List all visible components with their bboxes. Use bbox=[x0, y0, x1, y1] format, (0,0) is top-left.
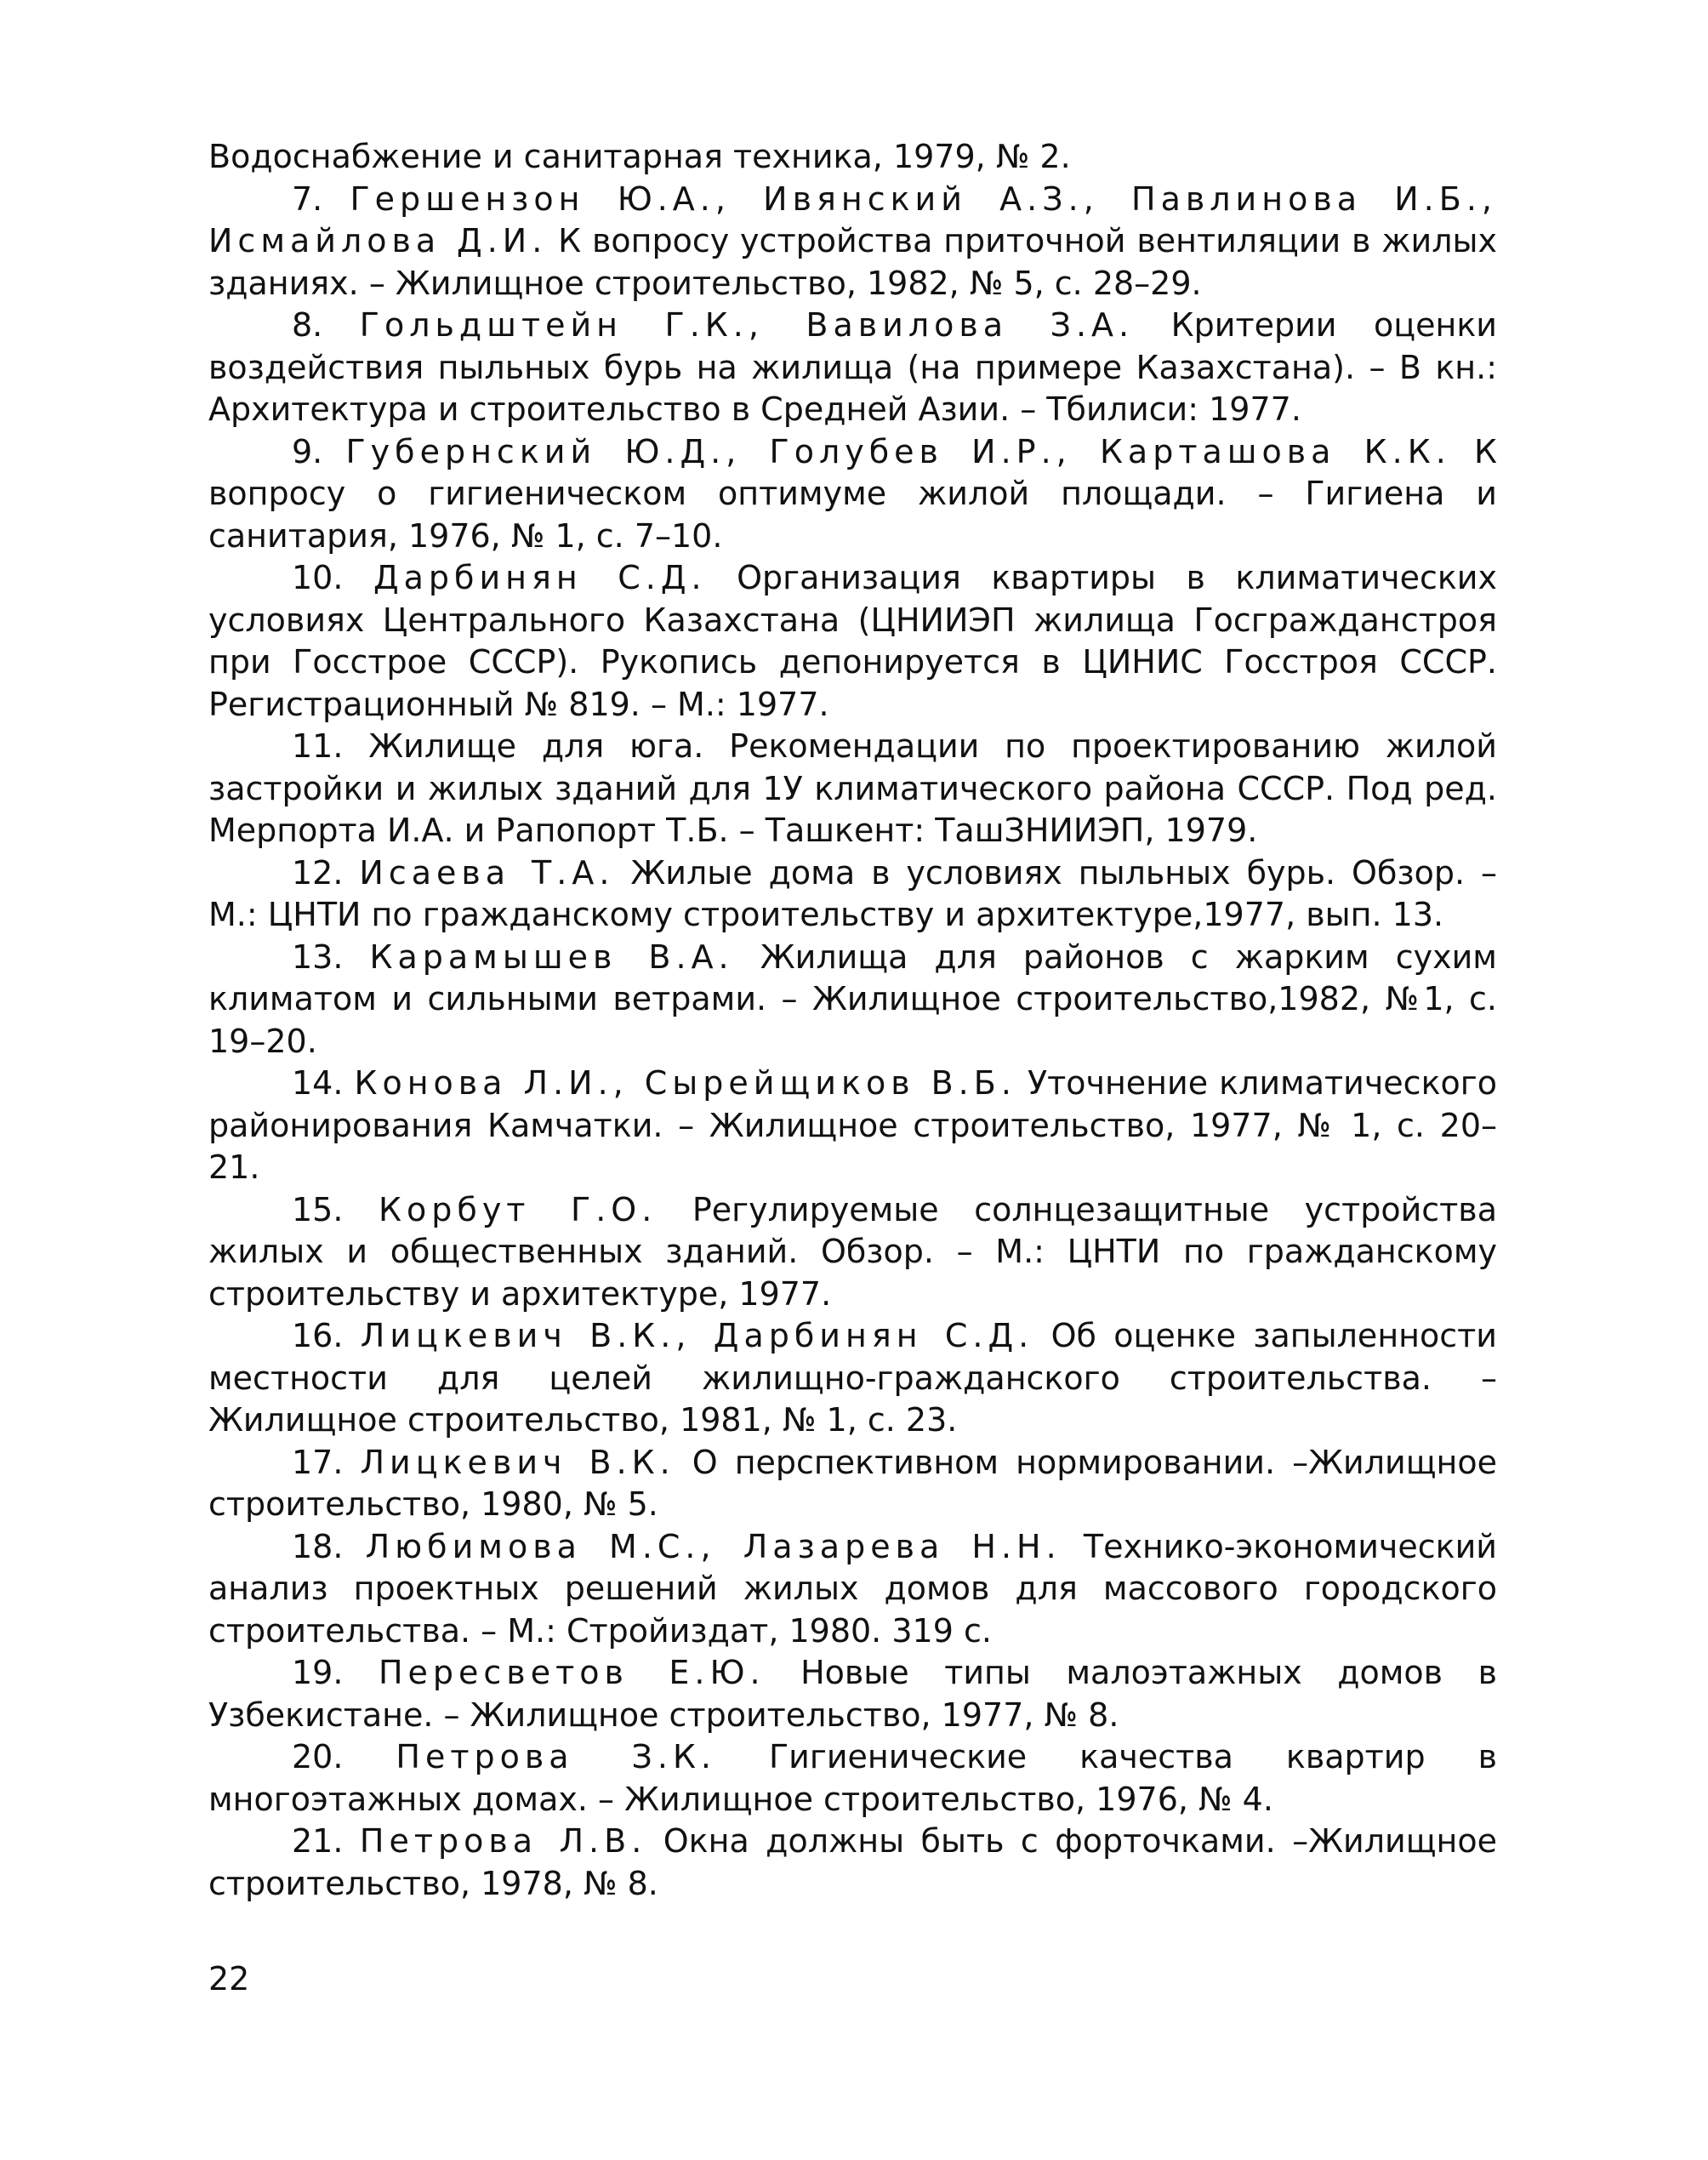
reference-item bbox=[208, 1189, 1497, 1316]
reference-text: Регулируемые солнцезащитные устройства жилых и общественных зданий. Обзор. – М.: ЦНТИ по гражданскому строительству и архитектуре, 1977. bbox=[208, 1190, 1497, 1313]
reference-text: Организация квартиры в климатических условиях Центрального Казахстана (ЦНИИЭП жилища Госгражданстроя при Госстрое СССР). Рукопись депонируется в ЦИНИС Госстроя СССР. Регистрационный № 819. – М.: 1977. bbox=[208, 559, 1497, 723]
reference-author: Конова Л.И., Сырейщиков В.Б. bbox=[354, 1064, 1016, 1102]
reference-text: Гигиенические качества квартир в многоэтажных домах. – Жилищное строительство, 1976, № 4. bbox=[208, 1738, 1497, 1818]
reference-item bbox=[208, 305, 1497, 431]
reference-number: 9. bbox=[292, 432, 323, 470]
reference-author: Петрова З.К. bbox=[396, 1738, 717, 1775]
reference-list-page bbox=[208, 136, 1497, 1905]
reference-number: 20. bbox=[292, 1738, 344, 1775]
page-number: 22 bbox=[208, 1960, 250, 1998]
reference-text: Критерии оценки воздействия пыльных бурь на жилища (на примере Казахстана). – В кн.: Архитектура и строительство в Средней Азии. – Тбилиси: 1977. bbox=[208, 306, 1497, 428]
reference-number: 16. bbox=[292, 1317, 344, 1354]
reference-number: 18. bbox=[292, 1527, 344, 1565]
reference-author: Гершензон Ю.А., Ивянский А.З., Павлинова И.Б., Исмайлова Д.И. bbox=[208, 180, 1497, 259]
reference-number: 8. bbox=[292, 306, 323, 344]
reference-number: 14. bbox=[292, 1064, 344, 1102]
reference-text: О перспективном нормировании. –Жилищное строительство, 1980, № 5. bbox=[208, 1443, 1497, 1523]
reference-author: Гольдштейн Г.К., Вавилова З.А. bbox=[359, 306, 1135, 344]
reference-text: Окна должны быть с форточками. –Жилищное строительство, 1978, № 8. bbox=[208, 1822, 1497, 1902]
reference-number: 15. bbox=[292, 1190, 344, 1228]
reference-item bbox=[208, 179, 1497, 305]
reference-item bbox=[208, 726, 1497, 852]
reference-number: 12. bbox=[292, 853, 344, 892]
reference-text: Жилище для юга. Рекомендации по проектированию жилой застройки и жилых зданий для 1У климатического района СССР. Под ред. Мерпорта И.А. и Рапопорт Т.Б. – Ташкент: ТашЗНИИЭП, 1979. bbox=[208, 727, 1497, 849]
reference-author: Лицкевич В.К. bbox=[360, 1443, 675, 1481]
reference-number: 17. bbox=[292, 1443, 344, 1481]
reference-item bbox=[208, 1063, 1497, 1189]
reference-item bbox=[208, 1442, 1497, 1526]
reference-text: К вопросу устройства приточной вентиляции в жилых зданиях. – Жилищное строительство, 1982, № 5, с. 28–29. bbox=[208, 222, 1497, 302]
reference-item bbox=[208, 937, 1497, 1063]
reference-author: Любимова М.С., Лазарева Н.Н. bbox=[365, 1527, 1062, 1565]
reference-text: Жилища для районов с жарким сухим климатом и сильными ветрами. – Жилищное строительство,1982, №1, с. 19–20. bbox=[208, 938, 1497, 1060]
reference-item bbox=[208, 1526, 1497, 1653]
reference-item bbox=[208, 852, 1497, 937]
reference-author: Карамышев В.А. bbox=[369, 938, 734, 976]
reference-author: Губернский Ю.Д., Голубев И.Р., Карташова К.К. bbox=[345, 432, 1451, 470]
reference-item bbox=[208, 1652, 1497, 1736]
reference-author: Пересветов Е.Ю. bbox=[378, 1654, 766, 1691]
reference-item bbox=[208, 557, 1497, 726]
reference-text: Жилые дома в условиях пыльных бурь. Обзор. – М.: ЦНТИ по гражданскому строительству и архитектуре,1977, вып. 13. bbox=[208, 853, 1497, 933]
reference-item bbox=[208, 1821, 1497, 1905]
reference-author: Лицкевич В.К., Дарбинян С.Д. bbox=[360, 1317, 1034, 1354]
reference-number: 11. bbox=[292, 727, 344, 765]
reference-number: 10. bbox=[292, 559, 344, 596]
reference-number: 19. bbox=[292, 1654, 344, 1691]
reference-number: 7. bbox=[292, 180, 323, 218]
reference-author: Исаева Т.А. bbox=[359, 853, 615, 892]
reference-item bbox=[208, 431, 1497, 558]
reference-number: 13. bbox=[292, 938, 344, 976]
reference-text: Об оценке запыленности местности для целей жилищно-гражданского строительства. – Жилищное строительство, 1981, № 1, с. 23. bbox=[208, 1317, 1497, 1439]
reference-author: Петрова Л.В. bbox=[359, 1822, 647, 1860]
continuation-text: Водоснабжение и санитарная техника, 1979, № 2. bbox=[208, 138, 1071, 175]
reference-text: Новые типы малоэтажных домов в Узбекистане. – Жилищное строительство, 1977, № 8. bbox=[208, 1654, 1497, 1734]
reference-item bbox=[208, 1736, 1497, 1821]
reference-author: Корбут Г.О. bbox=[379, 1190, 658, 1228]
reference-continuation bbox=[208, 136, 1497, 179]
reference-text: К вопросу о гигиеническом оптимуме жилой площади. – Гигиена и санитария, 1976, № 1, с. 7–10. bbox=[208, 432, 1497, 555]
reference-item bbox=[208, 1315, 1497, 1442]
reference-text: Уточнение климатического районирования Камчатки. – Жилищное строительство, 1977, № 1, с. 20–21. bbox=[208, 1064, 1497, 1186]
reference-text: Технико-экономический анализ проектных решений жилых домов для массового городского строительства. – М.: Стройиздат, 1980. 319 с. bbox=[208, 1527, 1497, 1650]
reference-number: 21. bbox=[292, 1822, 344, 1860]
reference-author: Дарбинян С.Д. bbox=[373, 559, 707, 596]
